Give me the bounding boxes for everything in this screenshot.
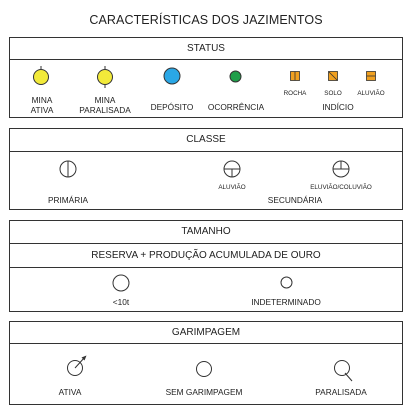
garimpagem-ativa-label: ATIVA <box>58 387 82 397</box>
mina-ativa-symbol <box>32 66 50 88</box>
indicio-label: INDÍCIO <box>322 102 354 112</box>
garimpagem-header: GARIMPAGEM <box>171 327 241 338</box>
mina-paralisada-label <box>75 95 135 115</box>
classe-panel <box>9 128 403 210</box>
menor-10t-symbol <box>112 274 130 292</box>
mina-paralisada-label-line2: PARALISADA <box>79 105 131 115</box>
primaria-symbol <box>59 160 77 178</box>
eluviao-coluviao-label: ELUVIÃO/COLUVIÃO <box>310 184 372 191</box>
status-divider <box>10 59 402 60</box>
indeterminado-symbol <box>280 276 293 289</box>
garimpagem-panel <box>9 321 403 405</box>
mina-ativa-label <box>22 95 62 115</box>
primaria-label: PRIMÁRIA <box>47 195 89 205</box>
classe-divider <box>10 151 402 152</box>
legend-title: CARACTERÍSTICAS DOS JAZIMENTOS <box>89 13 323 27</box>
mina-ativa-circle <box>34 70 49 85</box>
secundaria-aluviao-symbol <box>223 160 241 178</box>
indicio-rocha-label: ROCHA <box>283 90 307 97</box>
menor-10t-label: <10t <box>112 297 130 307</box>
ocorrencia-circle <box>230 71 241 82</box>
garimpagem-paralisada-symbol <box>332 358 356 382</box>
sem-garimpagem-label: SEM GARIMPAGEM <box>165 387 243 397</box>
secundaria-eluviao-symbol <box>332 160 350 178</box>
classe-header: CLASSE <box>186 134 226 145</box>
ocorrencia-symbol <box>229 70 242 83</box>
mina-paralisada-circle <box>98 70 113 85</box>
indicio-solo-label: SOLO <box>324 90 342 97</box>
tamanho-divider-2 <box>10 267 402 268</box>
mina-paralisada-symbol <box>96 66 114 88</box>
sem-garimpagem-symbol <box>195 360 213 378</box>
deposito-circle <box>164 68 180 84</box>
mina-paralisada-label-line1: MINA <box>94 95 116 105</box>
indeterminado-label: INDETERMINADO <box>251 297 321 307</box>
garimpagem-ativa-symbol <box>66 354 90 378</box>
aluviao-label: ALUVIÃO <box>218 184 246 191</box>
tamanho-panel <box>9 220 403 312</box>
mina-ativa-label-line1: MINA <box>31 95 53 105</box>
tamanho-subheader: RESERVA + PRODUÇÃO ACUMULADA DE OURO <box>91 250 321 261</box>
secundaria-label: SECUNDÁRIA <box>267 195 323 205</box>
garimpagem-paralisada-label: PARALISADA <box>315 387 367 397</box>
status-header: STATUS <box>187 43 225 54</box>
deposito-label: DEPÓSITO <box>150 102 194 112</box>
indicio-aluviao-label: ALUVIÃO <box>357 90 385 97</box>
indicio-rocha-symbol <box>290 71 300 81</box>
status-panel <box>9 37 403 118</box>
tamanho-header: TAMANHO <box>181 226 231 237</box>
deposito-symbol <box>163 67 181 85</box>
indicio-solo-symbol <box>328 71 338 81</box>
tamanho-divider-1 <box>10 243 402 244</box>
indicio-aluviao-symbol <box>366 71 376 81</box>
mina-ativa-label-line2: ATIVA <box>30 105 54 115</box>
garimpagem-divider <box>10 343 402 344</box>
ocorrencia-label: OCORRÊNCIA <box>207 102 265 112</box>
